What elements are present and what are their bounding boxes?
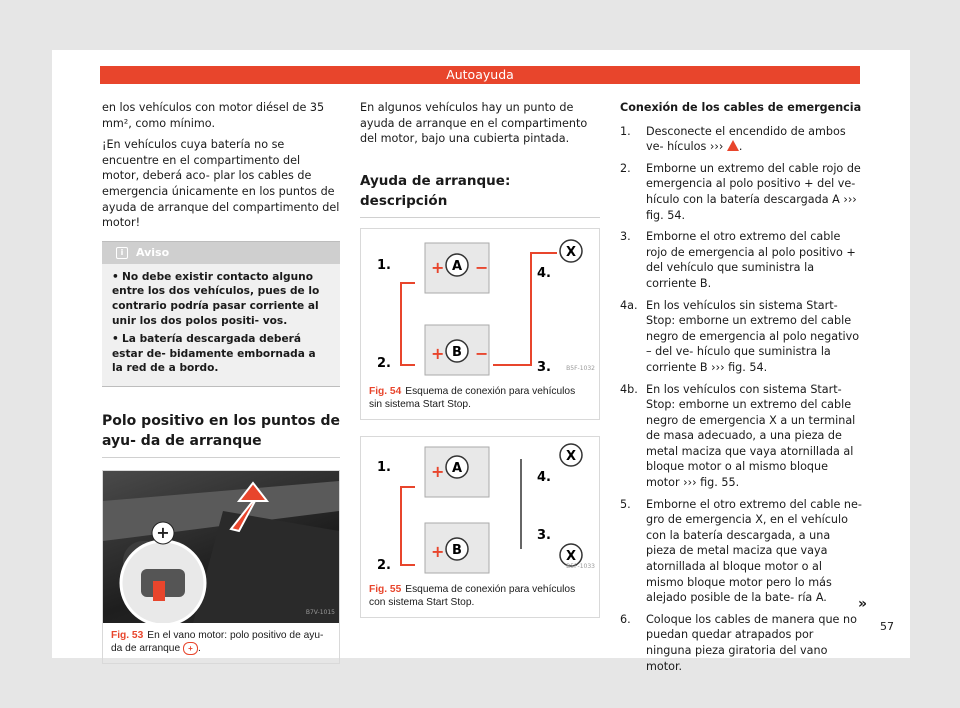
svg-text:4.: 4.	[537, 469, 551, 485]
svg-text:B: B	[452, 542, 462, 558]
notice-box	[102, 241, 340, 387]
info-icon: i	[116, 247, 128, 259]
label-4: 4.	[537, 265, 551, 281]
page-number: 57	[880, 620, 894, 633]
warning-icon	[727, 140, 739, 151]
notice-item: • La batería descargada deberá estar de- bidamente embornada a la red de a bordo.	[112, 333, 316, 375]
diagram-55	[361, 437, 599, 577]
svg-text:3.: 3.	[537, 527, 551, 543]
label-X: X	[565, 244, 577, 260]
figure-53	[102, 470, 340, 664]
svg-text:1.: 1.	[377, 459, 391, 475]
diagram-54	[361, 229, 599, 379]
notice-body	[102, 264, 340, 386]
steps-list	[620, 124, 862, 675]
list-item: 1. Desconecte el encendido de ambos ve- hículos ››› .	[620, 124, 846, 154]
label-2: 2.	[377, 355, 391, 371]
svg-text:X: X	[565, 448, 577, 464]
label-1: 1.	[377, 257, 391, 273]
figure-code: B7V-1015	[305, 609, 335, 617]
svg-text:+: +	[156, 522, 170, 542]
svg-text:+: +	[431, 541, 445, 561]
column-middle	[360, 100, 600, 618]
figure-caption: Fig. 53 En el vano motor: polo positivo de ayu- da de arranque + .	[111, 629, 324, 655]
svg-text:+: +	[431, 343, 445, 363]
engine-illustration	[103, 471, 339, 623]
notice-header	[102, 242, 340, 264]
section-title: Polo positivo en los puntos de ayu- da de arranque	[102, 411, 340, 458]
notice-item: • No debe existir contacto alguno entre los dos vehículos, pues de lo contrario podría pasar corriente al unir los dos polos positi- vos.	[112, 270, 320, 327]
label-3: 3.	[537, 359, 551, 375]
figure-code: B5F-1032	[566, 365, 595, 373]
continue-marker: »	[858, 596, 868, 612]
engine-photo	[103, 471, 339, 623]
svg-text:+: +	[431, 257, 445, 277]
figure-code: B5F-1033	[566, 563, 595, 571]
figure-55	[360, 436, 600, 618]
svg-text:2.: 2.	[377, 557, 391, 573]
list-item: 2. Emborne un extremo del cable rojo de emergencia al polo positivo + del ve- hículo con la batería descargada A ››› fig. 54.	[620, 161, 861, 222]
label-A: A	[451, 258, 463, 274]
figure-54	[360, 228, 600, 420]
list-item: 4a. En los vehículos sin sistema Start-Stop: emborne un extremo del cable negro de emergencia al polo negativo – del ve- hículo que suministra la corriente B ››› fig. 54.	[620, 298, 860, 374]
list-item: 5. Emborne el otro extremo del cable ne- gro de emergencia X, en el vehículo con la batería descargada, a una pieza de metal maciza que vaya atornillada al bloque motor o al mismo bloque motor pero lo más alejado posible de la bate- ría A.	[620, 497, 862, 605]
svg-text:A: A	[451, 460, 463, 476]
plus-symbol: +	[183, 642, 198, 655]
svg-text:X: X	[565, 548, 577, 564]
column-right	[620, 100, 862, 680]
list-title: Conexión de los cables de emergencia	[620, 101, 862, 114]
svg-text:−: −	[475, 257, 489, 277]
list-item: 3. Emborne el otro extremo del cable rojo de emergencia al polo positivo + del vehículo que suministra la corriente B.	[620, 230, 856, 290]
paragraph: ¡En vehículos cuya batería no se encuentre en el compartimento del motor, deberá aco- plar los cables de emergencia únicamente en los puntos de ayuda de arranque del compartimento del motor!	[102, 138, 340, 230]
paragraph: en los vehículos con motor diésel de 35 mm², como mínimo.	[102, 101, 325, 130]
list-item: 4b. En los vehículos con sistema Start-Stop: emborne un extremo del cable negro de emergencia X a un terminal de masa adecuado, a una pieza de metal maciza que vaya atornillada al bloque motor o al mismo bloque motor ››› fig. 55.	[620, 382, 856, 490]
svg-text:+: +	[431, 461, 445, 481]
figure-caption: Fig. 54 Esquema de conexión para vehículos sin sistema Start Stop.	[369, 385, 576, 410]
column-left	[102, 100, 340, 664]
paragraph: En algunos vehículos hay un punto de ayuda de arranque en el compartimento del motor, bajo una cubierta pintada.	[360, 101, 588, 146]
notice-title: Aviso	[136, 245, 170, 259]
svg-text:−: −	[475, 343, 489, 363]
figure-caption: Fig. 55 Esquema de conexión para vehículos con sistema Start Stop.	[369, 583, 576, 608]
label-B: B	[452, 344, 462, 360]
section-title: Ayuda de arranque: descripción	[360, 171, 600, 218]
page-header: Autoayuda	[100, 66, 860, 84]
list-item: 6. Coloque los cables de manera que no puedan quedar atrapados por ninguna pieza giratoria del vano motor.	[620, 612, 857, 673]
